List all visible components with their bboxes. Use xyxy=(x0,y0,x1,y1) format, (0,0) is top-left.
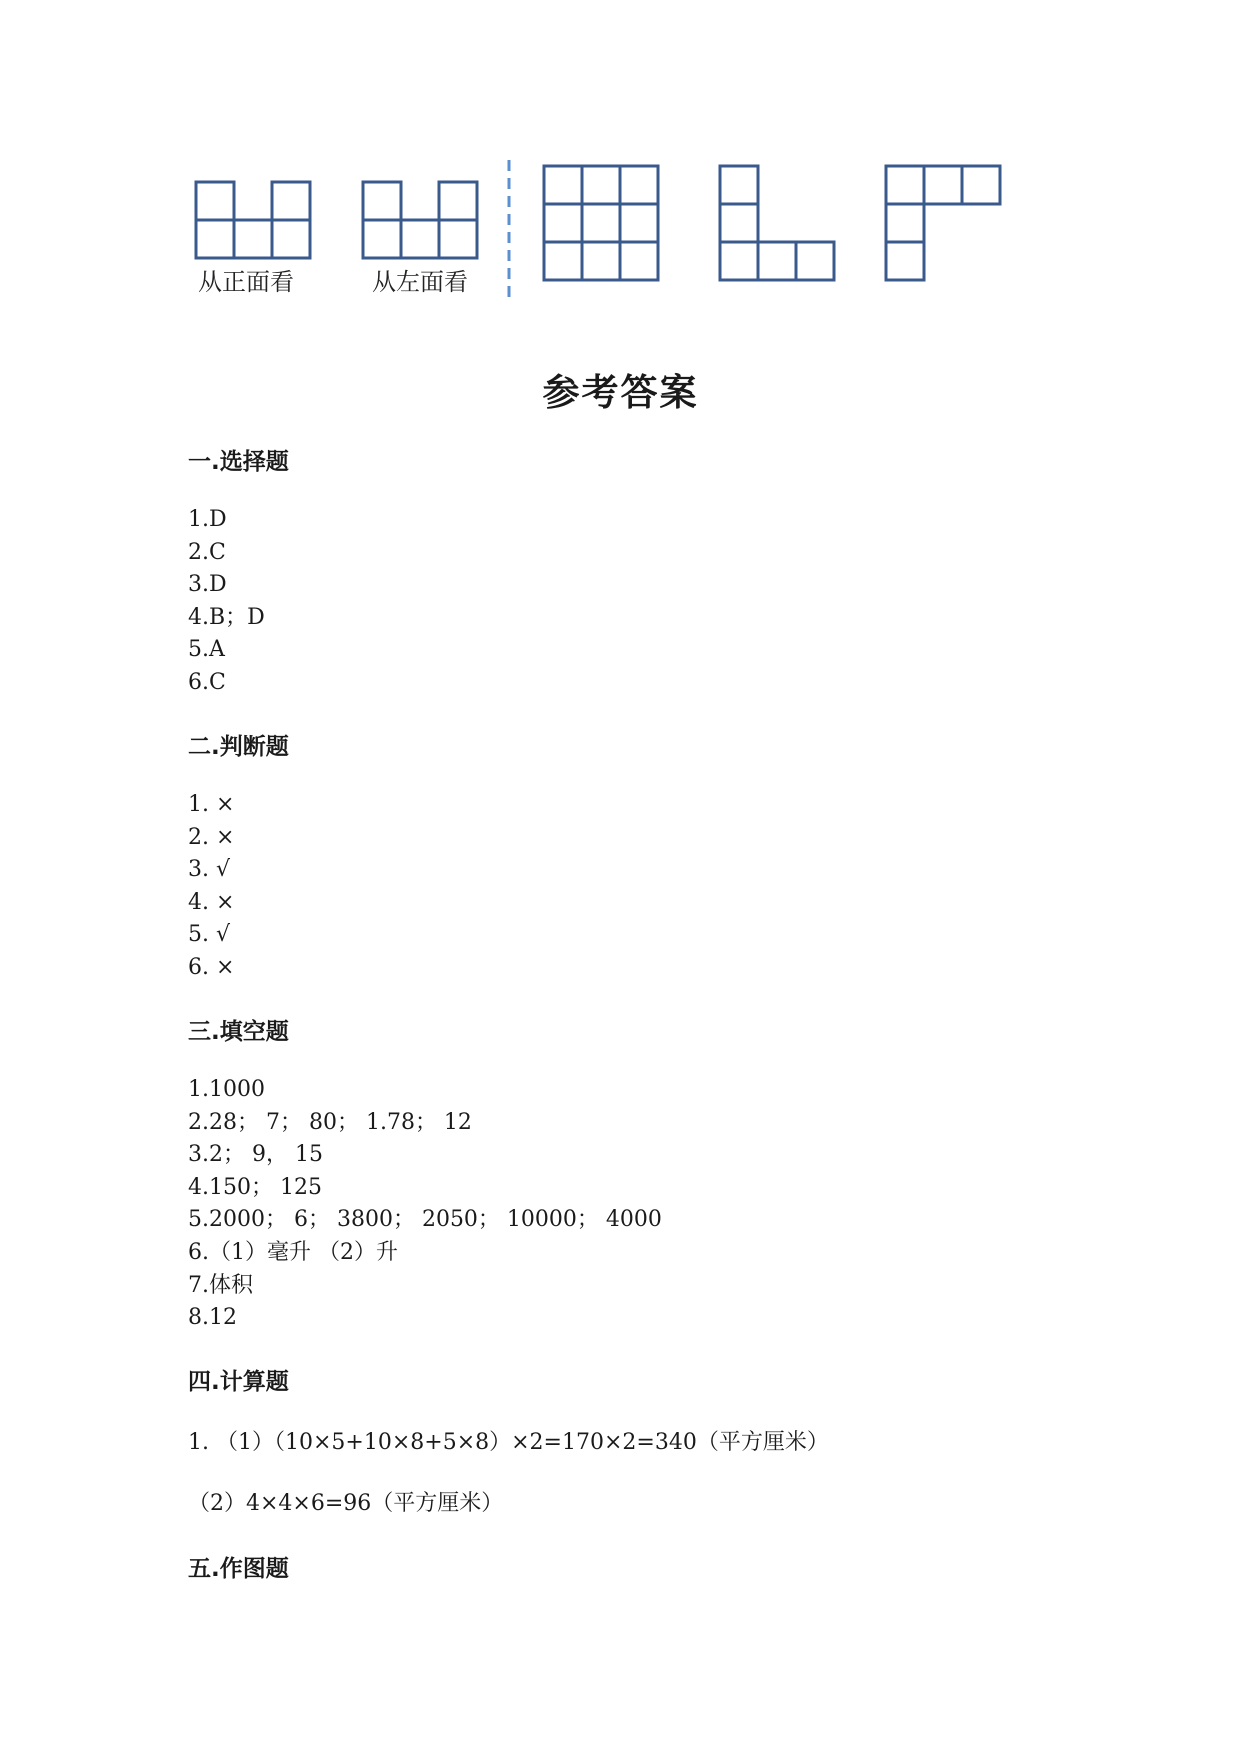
grid-cell xyxy=(620,242,658,280)
grid-cell xyxy=(439,220,477,258)
grid-cell xyxy=(886,242,924,280)
grid-cell xyxy=(720,204,758,242)
front-view-shape xyxy=(196,182,310,258)
answer-view-shape-1 xyxy=(544,166,658,280)
grid-cell xyxy=(962,166,1000,204)
list-item: 4.150； 125 xyxy=(188,1174,322,1200)
list-item: 2.C xyxy=(188,539,226,565)
list-item: 5.2000； 6； 3800； 2050； 10000； 4000 xyxy=(188,1207,662,1233)
grid-cell xyxy=(620,166,658,204)
list-item: 4.B；D xyxy=(188,604,265,630)
grid-cell xyxy=(234,220,272,258)
answer-view-shape-3 xyxy=(886,166,1000,280)
list-item: 3.D xyxy=(188,572,227,598)
grid-cell xyxy=(363,220,401,258)
left-view-label: 从左面看 xyxy=(372,268,468,296)
grid-cell xyxy=(620,204,658,242)
list-item: 5. √ xyxy=(188,922,231,948)
grid-cell xyxy=(720,242,758,280)
views-figure xyxy=(0,0,1241,320)
list-item: 2. × xyxy=(188,824,235,850)
section-heading-choice: 一.选择题 xyxy=(188,449,289,475)
grid-cell xyxy=(363,182,401,220)
section-heading-calc: 四.计算题 xyxy=(188,1369,289,1395)
list-item: 1. × xyxy=(188,792,235,817)
list-item: 4. × xyxy=(188,889,235,915)
grid-cell xyxy=(544,242,582,280)
section-heading-draw: 五.作图题 xyxy=(188,1556,289,1582)
grid-cell xyxy=(544,166,582,204)
list-item: 6.（1）毫升 （2）升 xyxy=(188,1239,398,1265)
page-title: 参考答案 xyxy=(542,371,699,414)
section-heading-fill: 三.填空题 xyxy=(188,1019,289,1045)
list-item: 1.D xyxy=(188,507,227,532)
section-heading-judge: 二.判断题 xyxy=(188,734,289,760)
list-item: 6.C xyxy=(188,669,226,695)
left-view-shape xyxy=(363,182,477,258)
grid-cell xyxy=(272,220,310,258)
list-item: 2.28； 7； 80； 1.78； 12 xyxy=(188,1109,472,1135)
list-item: 1.1000 xyxy=(188,1077,265,1102)
grid-cell xyxy=(924,166,962,204)
list-item: 6. × xyxy=(188,954,235,980)
grid-cell xyxy=(582,204,620,242)
grid-cell xyxy=(886,204,924,242)
list-item: 8.12 xyxy=(188,1305,237,1331)
grid-cell xyxy=(196,182,234,220)
calc-answer-line-1: 1. （1）（10×5+10×8+5×8）×2=170×2=340（平方厘米） xyxy=(188,1430,829,1455)
front-view-label: 从正面看 xyxy=(198,268,294,296)
grid-cell xyxy=(758,242,796,280)
list-item: 3.2； 9， 15 xyxy=(188,1142,323,1168)
fill-answer-list xyxy=(188,1074,662,1335)
grid-cell xyxy=(796,242,834,280)
list-item: 7.体积 xyxy=(188,1272,253,1298)
judge-answer-list xyxy=(188,789,234,985)
calc-answer-line-2: （2）4×4×6=96（平方厘米） xyxy=(188,1491,504,1516)
grid-cell xyxy=(582,242,620,280)
grid-cell xyxy=(544,204,582,242)
grid-cell xyxy=(196,220,234,258)
grid-cell xyxy=(439,182,477,220)
grid-cell xyxy=(886,166,924,204)
grid-cell xyxy=(582,166,620,204)
list-item: 3. √ xyxy=(188,857,231,883)
grid-cell xyxy=(272,182,310,220)
views-group xyxy=(196,166,1000,280)
grid-cell xyxy=(401,220,439,258)
choice-answer-list xyxy=(188,504,265,700)
list-item: 5.A xyxy=(188,637,225,663)
grid-cell xyxy=(720,166,758,204)
answer-view-shape-2 xyxy=(720,166,834,280)
